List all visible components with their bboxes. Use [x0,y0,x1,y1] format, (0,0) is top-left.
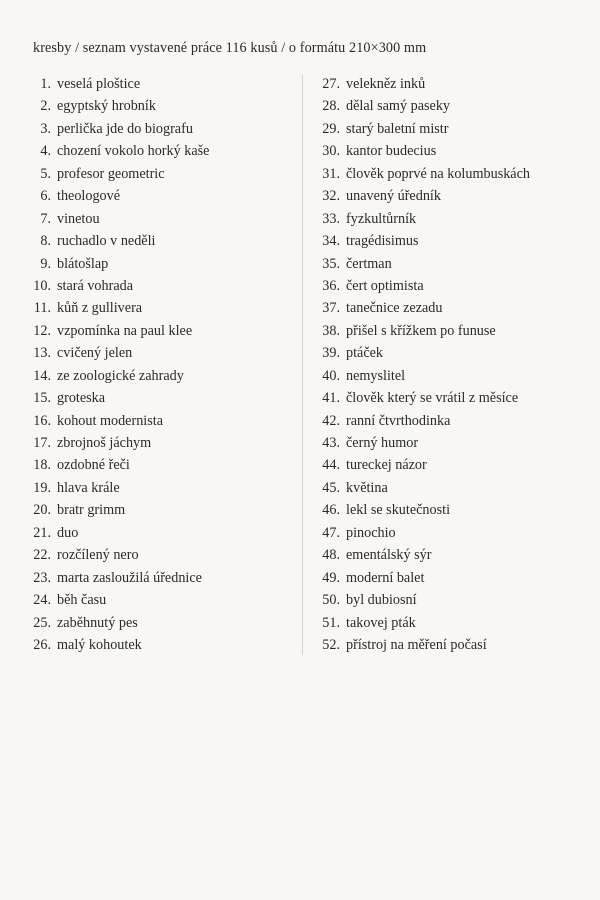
item-number: 41. [322,390,340,407]
list-item [24,499,294,521]
item-title: čertman [346,255,392,272]
item-title: starý baletní mistr [346,120,449,137]
item-number: 9. [40,255,51,272]
list-item [24,567,294,589]
list-item [24,612,294,634]
item-number: 38. [322,322,340,339]
item-number: 2. [40,98,51,115]
item-title: velekněz inků [346,76,426,92]
list-item [313,230,583,252]
item-title: květina [346,479,388,496]
list-item [24,387,294,409]
item-number: 11. [33,300,51,317]
item-title: moderní balet [346,569,425,586]
list-item [24,118,294,140]
list-item [313,410,583,432]
list-item [313,208,583,230]
list-item [313,477,583,499]
item-number: 27. [322,76,340,92]
item-title: tureckej názor [346,457,427,474]
item-number: 48. [322,547,340,564]
item-title: běh času [57,592,107,609]
item-number: 7. [40,210,51,227]
list-item [313,185,583,207]
item-number: 40. [322,367,340,384]
item-title: takovej pták [346,614,416,631]
list-item [313,365,583,387]
list-item [24,544,294,566]
item-number: 45. [322,479,340,496]
list-item [313,320,583,342]
item-title: zaběhnutý pes [57,614,138,631]
list-item [313,454,583,476]
item-number: 25. [33,614,51,631]
list-item [24,432,294,454]
item-title: vinetou [57,210,100,227]
item-title: stará vohrada [57,277,134,294]
item-title: theologové [57,188,121,205]
list-item [24,208,294,230]
item-title: bratr grimm [57,502,126,519]
item-title: ptáček [346,345,384,362]
list-item [24,140,294,162]
list-item [313,387,583,409]
item-title: přístroj na měření počasí [346,636,487,653]
list-item [313,432,583,454]
item-number: 16. [33,412,51,429]
list-item [24,454,294,476]
item-number: 34. [322,233,340,250]
list-item [24,73,294,95]
list-item [24,95,294,117]
list-item [24,275,294,297]
item-number: 13. [33,345,51,362]
item-number: 36. [322,277,340,294]
item-title: nemyslitel [346,367,406,384]
item-title: ranní čtvrthodinka [346,412,451,429]
list-item [313,297,583,319]
list-item [24,365,294,387]
item-title: duo [57,524,79,541]
item-number: 43. [322,435,340,451]
item-title: ruchadlo v neděli [57,233,156,250]
item-number: 52. [322,636,340,653]
list-item [24,634,294,656]
item-title: vzpomínka na paul klee [57,322,193,339]
item-title: hlava krále [57,479,120,496]
artwork-list-left [24,73,294,656]
item-title: egyptský hrobník [57,98,156,115]
list-item [313,342,583,364]
item-title: groteska [57,390,106,407]
item-number: 23. [33,569,51,586]
item-title: rozčílený nero [57,547,139,564]
item-number: 12. [33,322,51,339]
list-item [313,499,583,521]
item-number: 14. [33,367,51,384]
item-number: 35. [322,255,340,272]
item-title: kůň z gullivera [57,300,143,317]
item-title: černý humor [346,435,419,451]
item-number: 30. [322,143,340,160]
list-item [24,410,294,432]
list-item [313,253,583,275]
item-title: profesor geometric [57,165,165,182]
item-title: kantor budecius [346,143,437,160]
list-item [313,544,583,566]
list-item [313,163,583,185]
item-title: blátošlap [57,255,109,272]
item-number: 32. [322,188,340,205]
item-number: 42. [322,412,340,429]
item-number: 24. [33,592,51,609]
list-item [313,612,583,634]
list-item [313,567,583,589]
item-title: člověk který se vrátil z měsíce [346,390,519,407]
list-item [24,230,294,252]
item-title: chození vokolo horký kaše [57,143,210,160]
item-title: dělal samý paseky [346,98,451,115]
list-item [24,297,294,319]
item-number: 26. [33,636,51,653]
item-title: ze zoologické zahrady [57,367,184,384]
item-title: fyzkultůrník [346,210,417,227]
item-number: 28. [322,98,340,115]
list-item [24,163,294,185]
item-number: 4. [40,143,51,160]
item-number: 6. [40,188,51,205]
list-item [313,275,583,297]
item-title: přišel s křížkem po funuse [346,322,496,339]
item-number: 17. [33,435,51,451]
item-number: 44. [322,457,340,474]
item-title: ozdobné řeči [57,457,130,474]
list-item [24,185,294,207]
list-item [313,140,583,162]
list-item [24,253,294,275]
item-title: tanečnice zezadu [346,300,443,317]
page-header: kresby / seznam vystavené práce 116 kusů / o formátu 210×300 mm [33,40,427,56]
item-number: 51. [322,614,340,631]
item-number: 15. [33,390,51,407]
list-item [24,589,294,611]
item-title: unavený úředník [346,188,441,205]
item-number: 18. [33,457,51,474]
item-title: veselá ploštice [57,76,141,92]
list-item [313,634,583,656]
list-item [313,589,583,611]
item-number: 5. [40,165,51,182]
item-number: 29. [322,120,340,137]
list-item [24,477,294,499]
artwork-list-right [313,73,583,656]
item-title: perlička jde do biografu [57,120,193,137]
list-item [313,95,583,117]
item-title: ementálský sýr [346,547,432,564]
item-number: 37. [322,300,340,317]
item-title: marta zasloužilá úřednice [57,569,202,586]
item-number: 47. [322,524,340,541]
list-item [24,522,294,544]
list-item [24,342,294,364]
item-number: 33. [322,210,340,227]
item-number: 19. [33,479,51,496]
item-number: 22. [33,547,51,564]
item-number: 46. [322,502,340,519]
list-item [313,522,583,544]
item-title: malý kohoutek [57,636,142,653]
item-number: 31. [322,165,340,182]
item-number: 50. [322,592,340,609]
item-title: lekl se skutečnosti [346,502,451,519]
list-item [313,73,583,95]
item-title: čert optimista [346,277,424,294]
item-title: člověk poprvé na kolumbuskách [346,165,530,182]
item-number: 39. [322,345,340,362]
list-item [313,118,583,140]
item-title: zbrojnoš jáchym [57,435,152,451]
item-number: 3. [40,120,51,137]
list-item [24,320,294,342]
item-number: 8. [40,233,51,250]
column-divider [302,75,303,655]
item-title: kohout modernista [57,412,163,429]
item-number: 20. [33,502,51,519]
item-title: tragédisimus [346,233,419,250]
item-number: 49. [322,569,340,586]
item-title: cvičený jelen [57,345,133,362]
item-title: byl dubiosní [346,592,417,609]
item-number: 1. [40,76,51,92]
item-number: 10. [33,277,51,294]
item-number: 21. [33,524,51,541]
item-title: pinochio [346,524,396,541]
